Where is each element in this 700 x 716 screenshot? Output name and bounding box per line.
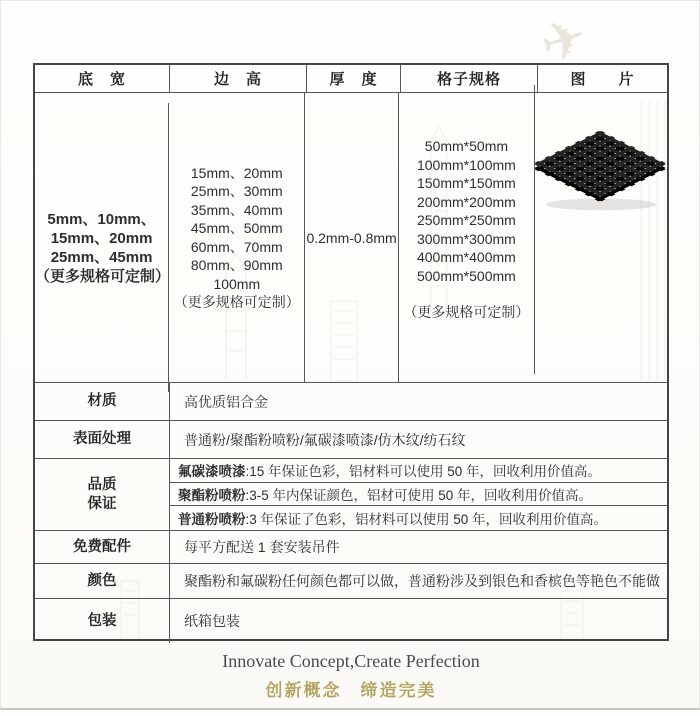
airplane-icon: ✈ bbox=[532, 3, 595, 78]
material-value: 高优质铝合金 bbox=[184, 393, 268, 410]
quality-item bbox=[170, 459, 667, 483]
quality-item bbox=[170, 483, 667, 507]
row-quality-guarantee bbox=[35, 459, 667, 531]
edge-height-line: 60mm、70mm bbox=[190, 238, 283, 255]
header-thickness: 厚 度 bbox=[307, 65, 401, 92]
coating-name: 普通粉喷粉 bbox=[178, 512, 246, 528]
color-label: 颜色 bbox=[35, 564, 170, 598]
product-photo bbox=[535, 117, 667, 217]
grid-spec-line: 250mm*250mm bbox=[416, 212, 516, 229]
quality-guarantee-items bbox=[170, 459, 667, 530]
row-packing bbox=[35, 599, 667, 643]
slogan-english: Innovate Concept,Create Perfection bbox=[222, 651, 480, 671]
edge-height-line: 25mm、30mm bbox=[190, 183, 283, 199]
grid-spec-line: 500mm*500mm bbox=[416, 267, 516, 284]
grid-spec-line: 150mm*150mm bbox=[416, 175, 516, 192]
product-photo-cell bbox=[535, 93, 667, 382]
grid-spec-line: 400mm*400mm bbox=[416, 249, 516, 266]
row-surface-treatment bbox=[35, 421, 667, 459]
grid-spec-line: 200mm*200mm bbox=[416, 193, 516, 210]
slogan-chinese: 创新概念 缔造完美 bbox=[265, 681, 437, 700]
surface-treatment-label: 表面处理 bbox=[35, 421, 170, 458]
packing-label: 包装 bbox=[35, 599, 170, 643]
row-color bbox=[35, 564, 667, 599]
grid-spec-values bbox=[399, 85, 535, 374]
header-picture: 图 片 bbox=[570, 71, 635, 88]
grid-spec-line: 50mm*50mm bbox=[424, 138, 509, 155]
coating-desc: :3 年保证了色彩，铝材料可以使用 50 年，回收利用价值高。 bbox=[245, 512, 608, 528]
header-edge-height: 边 高 bbox=[170, 65, 307, 92]
edge-height-note: （更多规格可定制） bbox=[173, 294, 300, 310]
coating-name: 氟碳漆喷漆 bbox=[178, 464, 246, 480]
free-accessories-label: 免费配件 bbox=[35, 531, 170, 563]
edge-height-line: 15mm、20mm bbox=[190, 164, 283, 181]
quality-guarantee-label bbox=[35, 459, 170, 530]
edge-height-line: 80mm、90mm bbox=[190, 257, 283, 273]
grid-spec-line: 300mm*300mm bbox=[416, 230, 516, 247]
thickness-text: 0.2mm-0.8mm bbox=[306, 229, 397, 246]
quality-item bbox=[170, 506, 667, 530]
coating-name: 聚酯粉喷粉 bbox=[178, 488, 246, 503]
bottom-width-values bbox=[35, 103, 169, 392]
edge-height-line: 35mm、40mm bbox=[190, 201, 283, 218]
spec-values-row bbox=[35, 93, 667, 383]
color-value: 聚酯粉和氟碳粉任何颜色都可以做，普通粉涉及到银色和香槟色等艳色不能做 bbox=[184, 573, 660, 589]
bottom-width-note: （更多规格可定制） bbox=[35, 267, 171, 285]
quality-label-line1: 品质 bbox=[87, 476, 117, 493]
material-label: 材质 bbox=[35, 383, 170, 420]
header-bottom-width: 底 宽 bbox=[35, 65, 170, 92]
grid-spec-line: 100mm*100mm bbox=[416, 156, 516, 173]
grid-spec-note: （更多规格可定制） bbox=[403, 304, 530, 321]
table-header-row bbox=[35, 65, 667, 93]
edge-height-values bbox=[169, 93, 305, 382]
free-accessories-value: 每平方配送 1 套安装吊件 bbox=[184, 539, 340, 555]
edge-height-line: 45mm、50mm bbox=[190, 220, 283, 236]
bottom-width-line: 5mm、10mm、 bbox=[47, 210, 156, 228]
packing-value: 纸箱包装 bbox=[184, 613, 240, 629]
thickness-value bbox=[305, 93, 398, 382]
coating-desc: :15 年保证色彩，铝材料可以使用 50 年，回收利用价值高。 bbox=[245, 464, 602, 480]
bottom-width-line: 15mm、20mm bbox=[50, 229, 153, 247]
row-free-accessories bbox=[35, 531, 667, 564]
surface-treatment-value: 普通粉/聚酯粉喷粉/氟碳漆喷漆/仿木纹/纺石纹 bbox=[184, 431, 466, 448]
edge-height-line: 100mm bbox=[213, 275, 261, 292]
quality-label-line2: 保证 bbox=[87, 495, 117, 512]
bottom-width-line: 25mm、45mm bbox=[50, 248, 153, 266]
coating-desc: :3-5 年内保证颜色，铝材可使用 50 年，回收利用价值高。 bbox=[245, 488, 593, 503]
header-grid-spec: 格子规格 bbox=[401, 65, 538, 92]
product-spec-table bbox=[33, 63, 669, 641]
